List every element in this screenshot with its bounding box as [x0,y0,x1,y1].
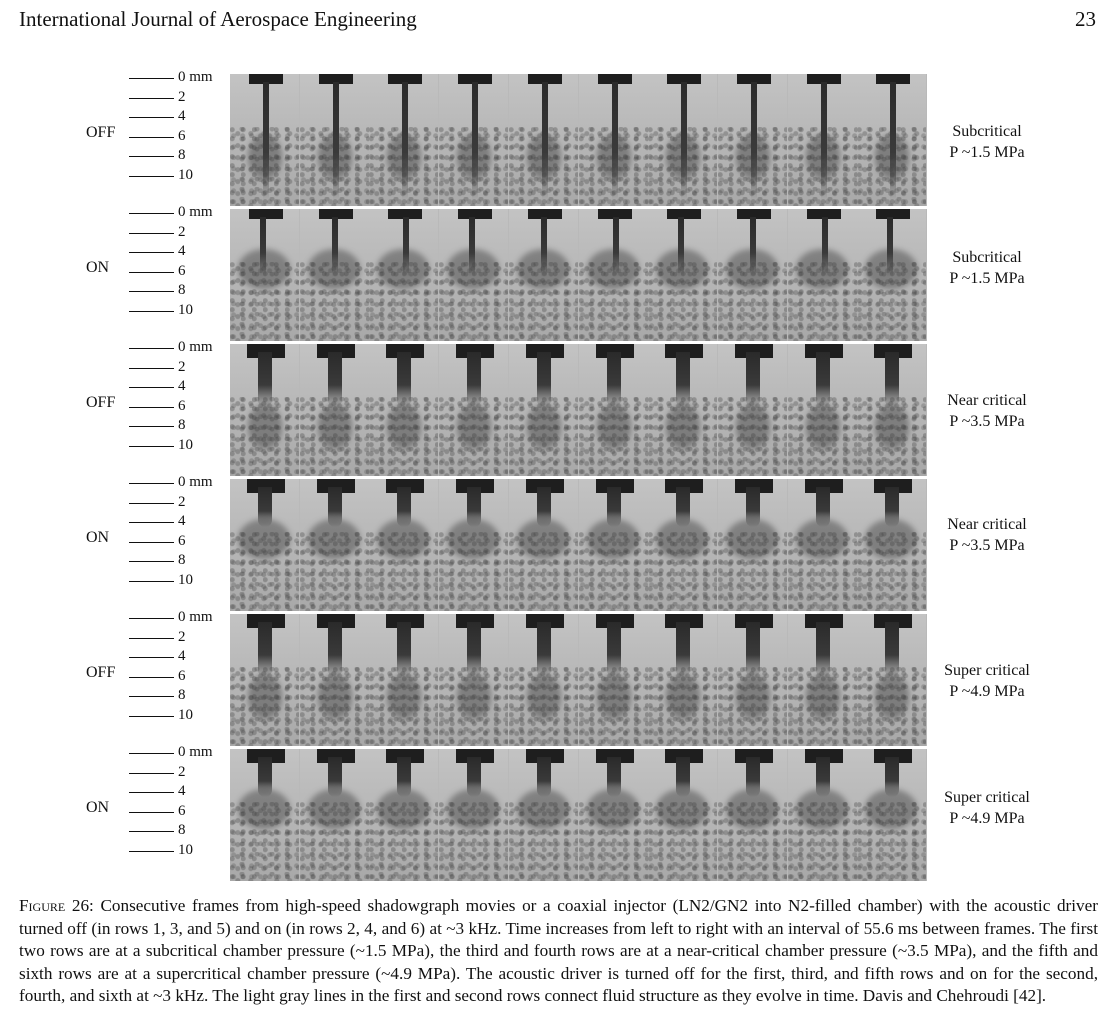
tick-label: 10 [178,841,193,858]
tick-label: 6 [178,667,186,684]
shadowgraph-frame [648,479,717,611]
scale-tick [127,744,227,764]
tick-label: 0 mm [178,474,213,490]
shadowgraph-frame [648,749,717,881]
jet-core [397,622,411,677]
dispersion-plume [736,134,770,179]
dispersion-plume [726,789,778,829]
pressure-condition [932,247,1042,289]
tick-label: 4 [178,378,186,394]
dispersion-plume [447,519,499,559]
scale-tick [127,167,227,187]
jet-core [885,352,899,407]
tick-label: 6 [178,802,186,819]
figure-row [0,744,1112,885]
dispersion-plume [736,674,770,719]
shadowgraph-frame [230,344,299,476]
tick-line [129,348,174,349]
tick-line [129,98,174,99]
shadowgraph-frame [300,209,369,341]
shadowgraph-frame [718,74,787,206]
regime-label: Super critical [944,789,1030,806]
jet-core [885,622,899,677]
tick-label: 4 [178,108,186,124]
tick-label: 6 [178,532,186,549]
dispersion-plume [308,789,360,829]
dispersion-plume [587,519,639,559]
tick-line [129,792,174,793]
scale-tick [127,108,227,128]
pressure-condition [932,390,1042,432]
tick-line [129,503,174,504]
dispersion-plume [517,249,569,289]
scale-tick [127,783,227,803]
shadowgraph-frame [579,344,648,476]
shadowgraph-strip [230,74,927,206]
tick-label: 6 [178,127,186,144]
shadowgraph-frame [718,749,787,881]
dispersion-plume [666,404,700,449]
driver-state-label: ON [86,799,110,816]
jet-core [328,352,342,407]
tick-line [129,483,174,484]
shadowgraph-frame [369,344,438,476]
dispersion-plume [806,674,840,719]
figure-label: Figure 26: [19,896,94,915]
dispersion-plume [666,134,700,179]
dispersion-plume [457,134,491,179]
shadowgraph-frame [509,749,578,881]
figure-row [0,339,1112,480]
tick-line [129,176,174,177]
shadowgraph-frame [230,749,299,881]
shadowgraph-frame [857,344,926,476]
scale-tick [127,359,227,379]
tick-label: 4 [178,243,186,259]
tick-line [129,677,174,678]
tick-line [129,561,174,562]
shadowgraph-strip [230,749,927,881]
driver-state-label: OFF [86,124,116,141]
shadowgraph-frame [439,749,508,881]
shadowgraph-frame [300,74,369,206]
shadowgraph-frame [648,74,717,206]
tick-label: 4 [178,648,186,664]
shadowgraph-frame [230,74,299,206]
injector-body [458,209,492,219]
dispersion-plume [587,789,639,829]
tick-line [129,773,174,774]
scale-tick [127,339,227,359]
tick-line [129,311,174,312]
dispersion-plume [656,249,708,289]
shadowgraph-frame [579,749,648,881]
tick-label: 8 [178,147,186,163]
tick-line [129,407,174,408]
jet-core [537,352,551,407]
tick-line [129,696,174,697]
dispersion-plume [865,519,917,559]
scale-tick [127,803,227,823]
figure-row [0,204,1112,345]
jet-core [258,352,272,407]
dispersion-plume [806,404,840,449]
tick-line [129,252,174,253]
dispersion-plume [238,249,290,289]
shadowgraph-frame [579,479,648,611]
dispersion-plume [457,674,491,719]
dispersion-plume [865,789,917,829]
shadowgraph-frame [300,344,369,476]
shadowgraph-frame [439,344,508,476]
shadowgraph-frame [857,74,926,206]
jet-core [467,352,481,407]
dispersion-plume [457,404,491,449]
tick-line [129,426,174,427]
tick-line [129,812,174,813]
dispersion-plume [865,249,917,289]
jet-core [816,352,830,407]
tick-label: 8 [178,417,186,433]
scale-tick [127,89,227,109]
tick-line [129,291,174,292]
tick-label: 10 [178,301,193,318]
tick-line [129,368,174,369]
jet-core [676,352,690,407]
dispersion-plume [726,249,778,289]
scale-tick [127,629,227,649]
shadowgraph-frame [788,614,857,746]
tick-label: 4 [178,513,186,529]
dispersion-plume [447,789,499,829]
dispersion-plume [248,404,282,449]
jet-core [746,622,760,677]
dispersion-plume [248,134,282,179]
journal-title: International Journal of Aerospace Engineering [19,7,417,31]
tick-line [129,542,174,543]
pressure-label: P ~1.5 MPa [949,144,1025,161]
scale-tick [127,552,227,572]
shadowgraph-frame [439,479,508,611]
shadowgraph-frame [230,479,299,611]
shadowgraph-frame [579,209,648,341]
shadowgraph-frame [648,614,717,746]
dispersion-plume [318,404,352,449]
tick-line [129,831,174,832]
tick-line [129,213,174,214]
shadowgraph-frame [788,479,857,611]
tick-label: 10 [178,436,193,453]
regime-label: Super critical [944,662,1030,679]
tick-line [129,272,174,273]
driver-state-label: OFF [86,664,116,681]
dispersion-plume [318,134,352,179]
dispersion-plume [517,789,569,829]
scale-tick [127,437,227,457]
injector-body [667,209,701,219]
jet-core [816,622,830,677]
jet-core [607,622,621,677]
jet-core [328,622,342,677]
shadowgraph-strip [230,209,927,341]
tick-label: 10 [178,706,193,723]
dispersion-plume [238,519,290,559]
tick-label: 2 [178,223,186,240]
shadowgraph-frame [788,749,857,881]
shadowgraph-frame [788,209,857,341]
injector-body [249,209,283,219]
tick-line [129,618,174,619]
jet-core [258,622,272,677]
tick-line [129,387,174,388]
scale-tick [127,417,227,437]
regime-label: Near critical [947,392,1027,409]
scale-tick [127,243,227,263]
scale-tick [127,764,227,784]
scale-tick [127,302,227,322]
dispersion-plume [527,404,561,449]
jet-core [746,352,760,407]
regime-label: Subcritical [952,249,1022,266]
tick-label: 6 [178,397,186,414]
shadowgraph-frame [857,749,926,881]
regime-label: Near critical [947,516,1027,533]
tick-line [129,851,174,852]
injector-body [876,209,910,219]
dispersion-plume [806,134,840,179]
dispersion-plume [527,134,561,179]
shadowgraph-frame [300,479,369,611]
scale-tick [127,513,227,533]
pressure-condition [932,787,1042,829]
scale-tick [127,609,227,629]
scale-tick [127,842,227,862]
shadowgraph-frame [648,344,717,476]
jet-core [607,352,621,407]
dispersion-plume [597,134,631,179]
dispersion-plume [796,249,848,289]
dispersion-plume [796,519,848,559]
shadowgraph-frame [718,344,787,476]
shadowgraph-frame [718,209,787,341]
tick-label: 10 [178,571,193,588]
tick-label: 0 mm [178,339,213,355]
shadowgraph-frame [788,74,857,206]
shadowgraph-frame [579,74,648,206]
dispersion-plume [248,674,282,719]
scale-tick [127,147,227,167]
pressure-label: P ~1.5 MPa [949,270,1025,287]
shadowgraph-frame [509,74,578,206]
tick-label: 4 [178,783,186,799]
shadowgraph-frame [857,209,926,341]
jet-core [397,352,411,407]
shadowgraph-frame [579,614,648,746]
jet-core [537,622,551,677]
dispersion-plume [666,674,700,719]
scale-tick [127,822,227,842]
scale-tick [127,398,227,418]
tick-label: 0 mm [178,204,213,220]
shadowgraph-frame [369,209,438,341]
pressure-condition [932,514,1042,556]
dispersion-plume [656,789,708,829]
shadowgraph-frame [369,74,438,206]
tick-label: 2 [178,628,186,645]
tick-line [129,716,174,717]
shadowgraph-frame [230,614,299,746]
tick-label: 8 [178,282,186,298]
shadowgraph-frame [439,614,508,746]
pressure-label: P ~4.9 MPa [949,683,1025,700]
scale-tick [127,572,227,592]
shadowgraph-frame [509,344,578,476]
tick-line [129,156,174,157]
figure-row [0,474,1112,615]
tick-line [129,446,174,447]
tick-label: 0 mm [178,69,213,85]
shadowgraph-strip [230,479,927,611]
shadowgraph-frame [857,479,926,611]
shadowgraph-frame [857,614,926,746]
tick-label: 2 [178,88,186,105]
scale-tick [127,474,227,494]
pressure-label: P ~3.5 MPa [949,537,1025,554]
shadowgraph-frame [788,344,857,476]
shadowgraph-frame [509,479,578,611]
shadowgraph-frame [369,614,438,746]
scale-tick [127,128,227,148]
scale-tick [127,707,227,727]
figure-caption [19,895,1098,1008]
page-number: 23 [1075,7,1096,31]
driver-state-label: OFF [86,394,116,411]
tick-label: 2 [178,358,186,375]
shadowgraph-frame [300,614,369,746]
shadowgraph-frame [718,479,787,611]
scale-tick [127,378,227,398]
tick-line [129,638,174,639]
tick-line [129,117,174,118]
scale-tick [127,494,227,514]
dispersion-plume [238,789,290,829]
shadowgraph-frame [439,209,508,341]
shadowgraph-strip [230,614,927,746]
tick-line [129,233,174,234]
shadowgraph-frame [369,749,438,881]
scale-tick [127,533,227,553]
driver-state-label: ON [86,259,110,276]
dispersion-plume [597,404,631,449]
shadowgraph-frame [369,479,438,611]
shadowgraph-strip [230,344,927,476]
dispersion-plume [318,674,352,719]
dispersion-plume [308,249,360,289]
tick-line [129,78,174,79]
shadowgraph-frame [718,614,787,746]
dispersion-plume [736,404,770,449]
scale-tick [127,668,227,688]
shadowgraph-frame [230,209,299,341]
dispersion-plume [447,249,499,289]
tick-line [129,137,174,138]
tick-label: 6 [178,262,186,279]
tick-line [129,657,174,658]
shadowgraph-frame [509,614,578,746]
pressure-label: P ~4.9 MPa [949,810,1025,827]
shadowgraph-frame [509,209,578,341]
tick-label: 2 [178,763,186,780]
shadowgraph-frame [648,209,717,341]
pressure-condition [932,660,1042,702]
pressure-label: P ~3.5 MPa [949,413,1025,430]
dispersion-plume [726,519,778,559]
dispersion-plume [517,519,569,559]
tick-label: 0 mm [178,744,213,760]
tick-label: 8 [178,552,186,568]
regime-label: Subcritical [952,123,1022,140]
tick-label: 2 [178,493,186,510]
dispersion-plume [656,519,708,559]
jet-core [467,622,481,677]
tick-line [129,581,174,582]
tick-label: 8 [178,822,186,838]
dispersion-plume [308,519,360,559]
figure-row [0,69,1112,210]
scale-tick [127,687,227,707]
tick-label: 0 mm [178,609,213,625]
scale-tick [127,204,227,224]
scale-tick [127,263,227,283]
shadowgraph-frame [300,749,369,881]
figure-row [0,609,1112,750]
jet-core [676,622,690,677]
scale-tick [127,69,227,89]
dispersion-plume [796,789,848,829]
tick-label: 10 [178,166,193,183]
tick-line [129,753,174,754]
pressure-condition [932,121,1042,163]
scale-tick [127,282,227,302]
shadowgraph-frame [439,74,508,206]
caption-text: Consecutive frames from high-speed shadowgraph movies or a coaxial injector (LN2/GN2 into N2-filled chamber) with the acoustic driver turned off (in rows 1, 3, and 5) and on (in rows 2, 4, and 6) at ~3 kHz. Time increases from left to right with an interval of 55.6 ms between frames. The first two rows are at a subcritical chamber pressure (~1.5 MPa), the third and fourth rows are at a near-critical chamber pressure (~3.5 MPa), and the fifth and sixth rows are at a supercritical chamber pressure (~4.9 MPa). The acoustic driver is turned off for the first, third, and fifth rows and on for the second, fourth, and sixth at ~3 kHz. The light gray lines in the first and second rows connect fluid structure as they evolve in time. Davis and Chehroudi [42]. [19,896,1098,1005]
tick-label: 8 [178,687,186,703]
scale-tick [127,648,227,668]
dispersion-plume [597,674,631,719]
tick-line [129,522,174,523]
driver-state-label: ON [86,529,110,546]
scale-tick [127,224,227,244]
dispersion-plume [527,674,561,719]
dispersion-plume [587,249,639,289]
